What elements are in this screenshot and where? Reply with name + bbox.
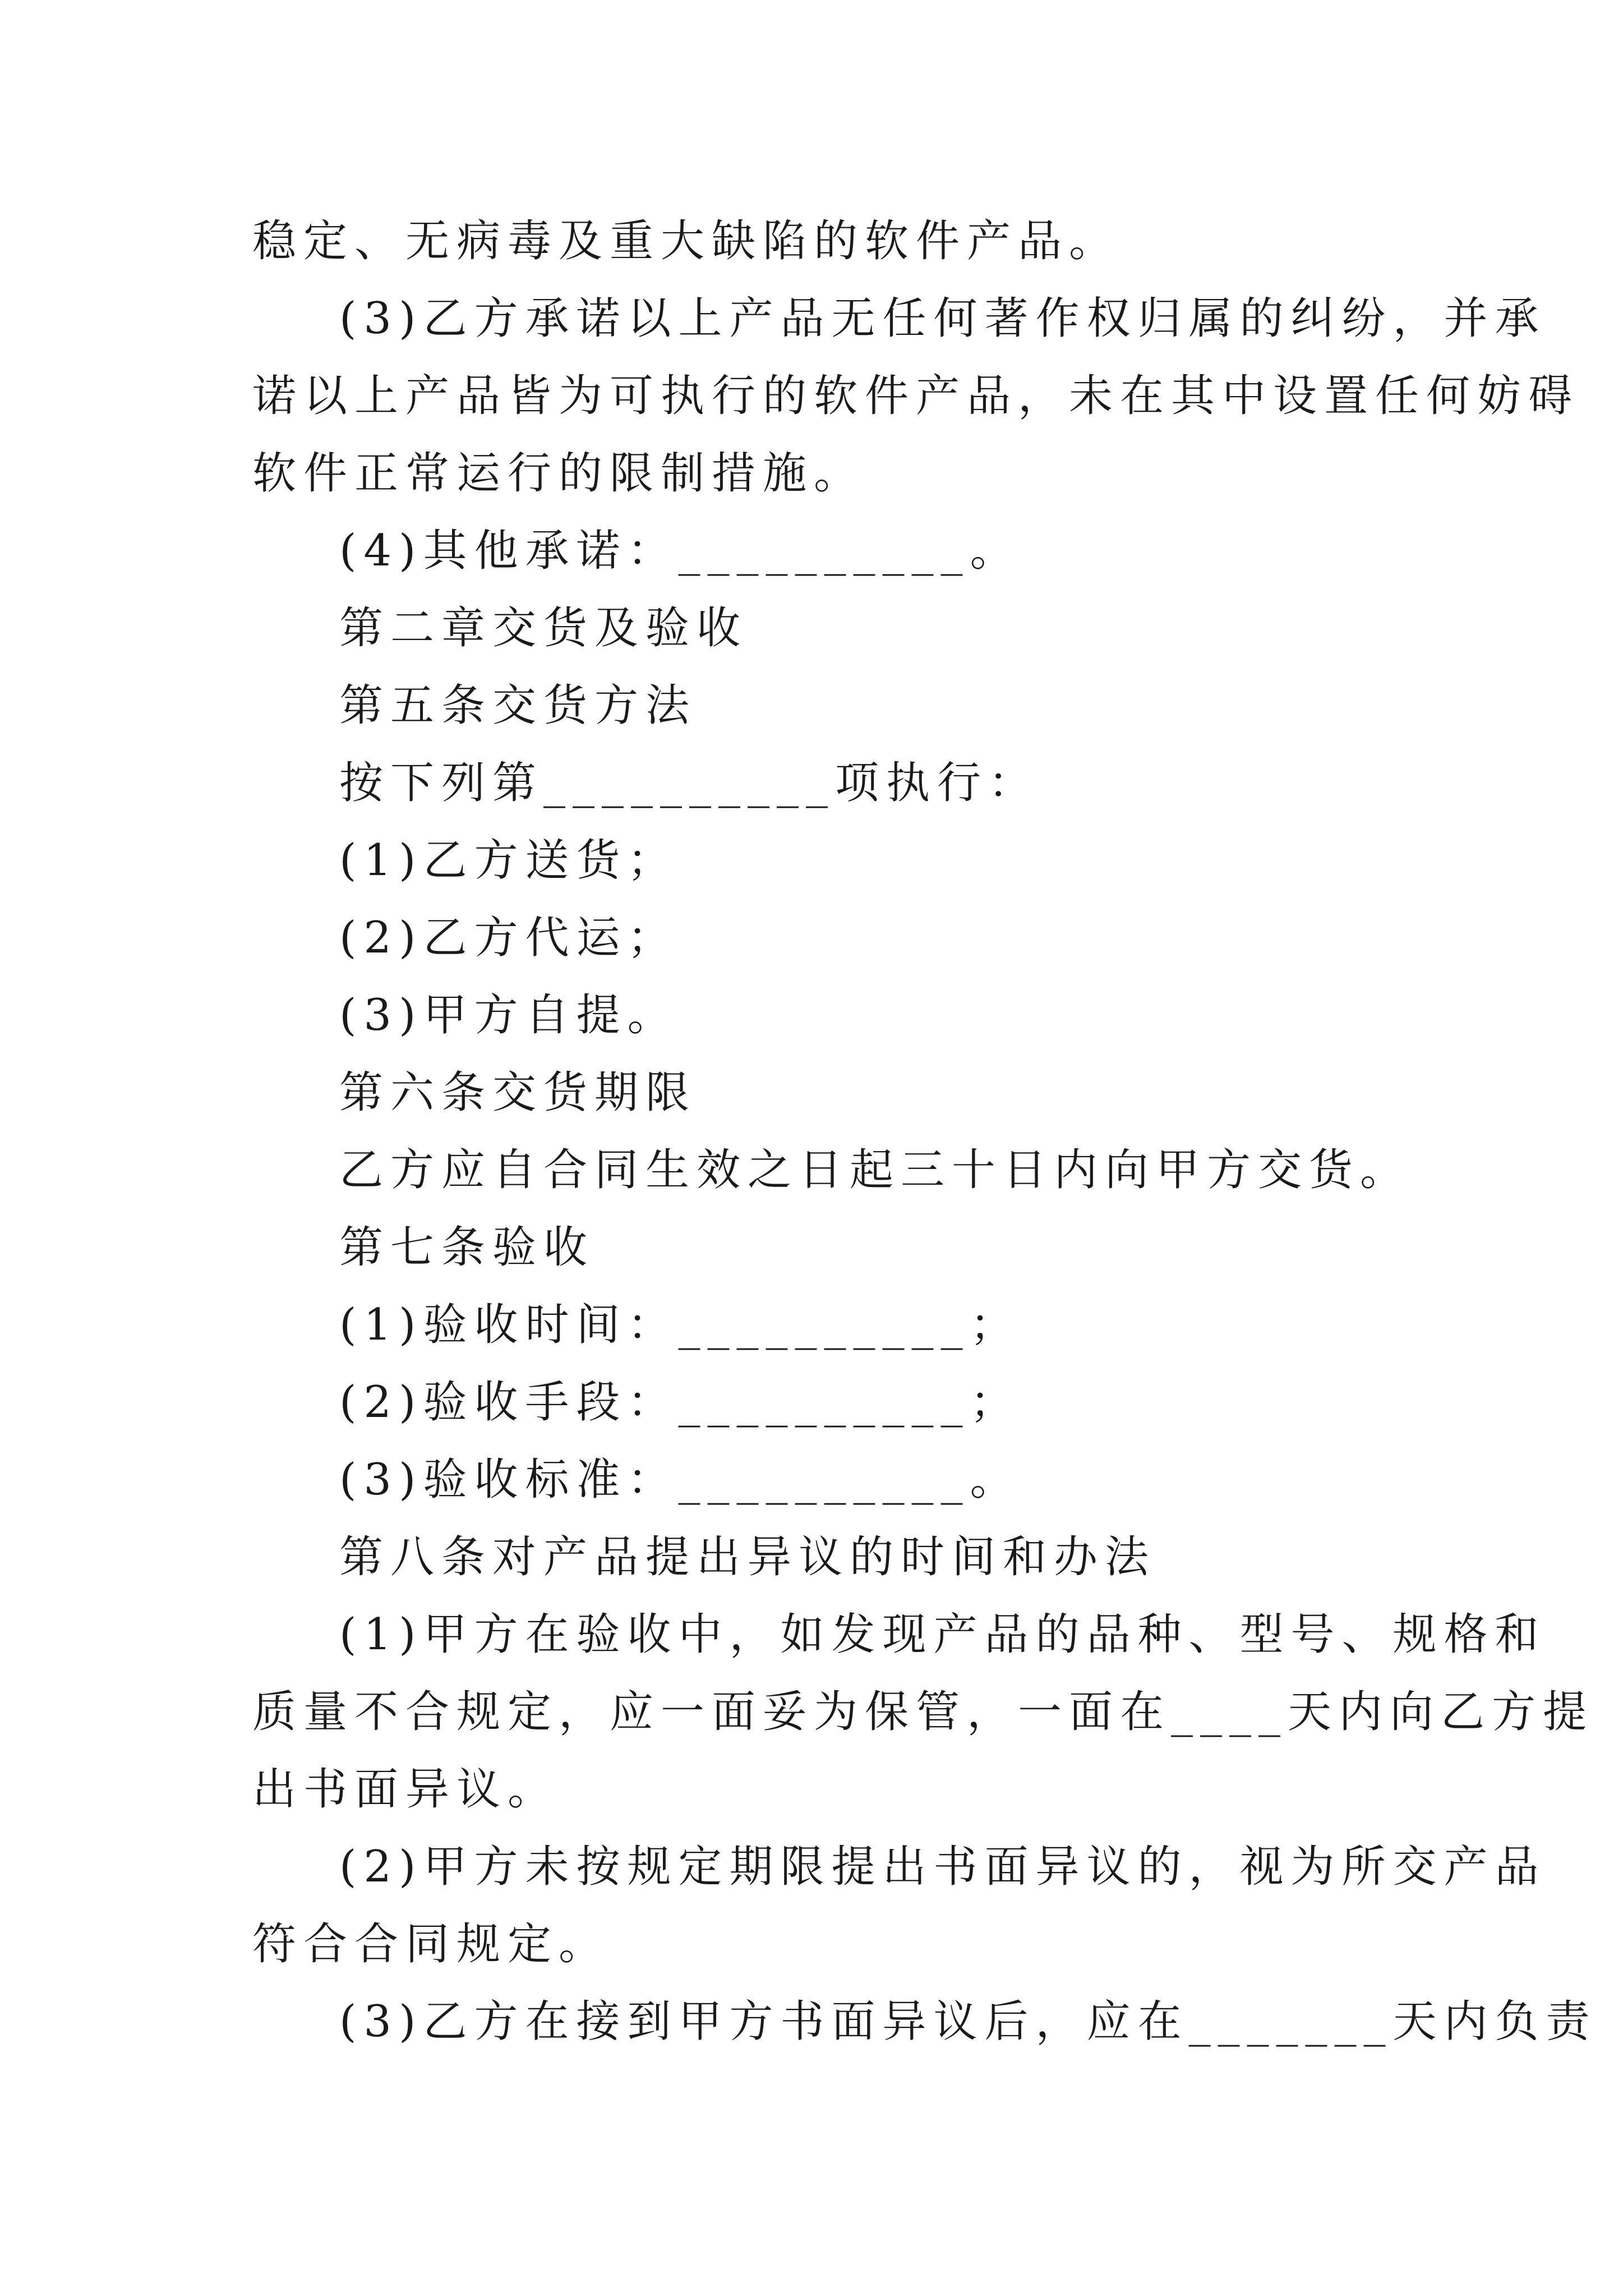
text-line: 符合合同规定。	[252, 1919, 610, 1970]
text-line: (1)甲方在验收中，如发现产品的品种、型号、规格和	[339, 1609, 1546, 1660]
article-heading: 第五条交货方法	[339, 680, 697, 731]
text-line: (3)乙方在接到甲方书面异议后，应在_______天内负责	[339, 1996, 1597, 2047]
article-heading: 第六条交货期限	[339, 1068, 697, 1118]
list-item: (3)甲方自提。	[339, 990, 679, 1041]
list-item: (1)验收时间：__________；	[339, 1300, 1021, 1350]
text-line: (4)其他承诺：__________。	[339, 526, 1021, 576]
text-line: 稳定、无病毒及重大缺陷的软件产品。	[252, 216, 1121, 266]
article-heading: 第八条对产品提出异议的时间和办法	[339, 1532, 1156, 1582]
text-line: 乙方应自合同生效之日起三十日内向甲方交货。	[339, 1145, 1412, 1195]
list-item: (2)验收手段：__________；	[339, 1377, 1021, 1428]
text-line: 软件正常运行的限制措施。	[252, 448, 865, 499]
article-heading: 第七条验收	[339, 1222, 595, 1273]
text-line: (2)甲方未按规定期限提出书面异议的，视为所交产品	[339, 1842, 1546, 1892]
text-line: (3)乙方承诺以上产品无任何著作权归属的纠纷，并承	[339, 293, 1546, 344]
list-item: (2)乙方代运；	[339, 913, 679, 963]
text-line: 按下列第__________项执行：	[339, 758, 1040, 808]
section-heading: 第二章交货及验收	[339, 603, 748, 654]
text-line: 出书面异议。	[252, 1764, 559, 1815]
text-line: 诺以上产品皆为可执行的软件产品，未在其中设置任何妨碍	[252, 371, 1580, 421]
list-item: (3)验收标准：__________。	[339, 1455, 1021, 1505]
list-item: (1)乙方送货；	[339, 835, 679, 886]
text-line: 质量不合规定，应一面妥为保管，一面在____天内向乙方提	[252, 1687, 1594, 1737]
